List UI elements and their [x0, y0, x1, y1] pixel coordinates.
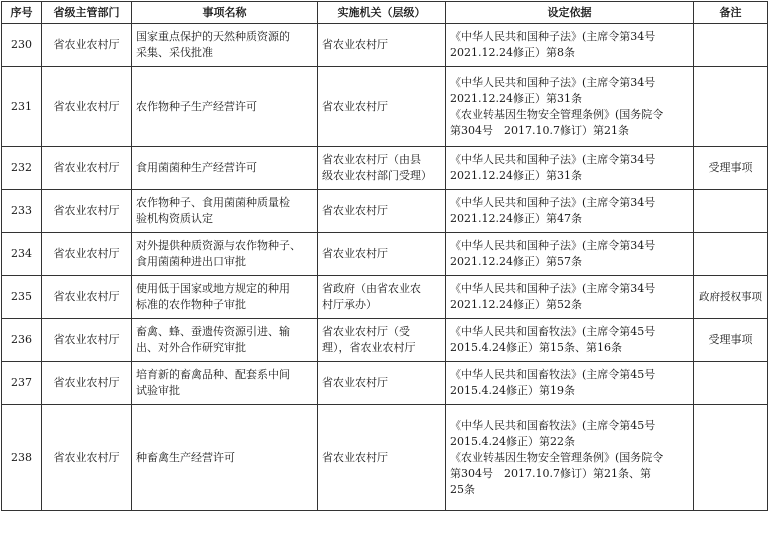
cell-no: 232 — [2, 147, 42, 190]
cell-no: 234 — [2, 233, 42, 276]
cell-note — [694, 233, 768, 276]
cell-agency: 省农业农村厅 — [318, 67, 446, 147]
table-row — [2, 233, 768, 276]
cell-note — [694, 362, 768, 405]
header-name: 事项名称 — [132, 2, 318, 24]
cell-agency: 省农业农村厅（受 理），省农业农村厅 — [318, 319, 446, 362]
cell-name: 食用菌菌种生产经营许可 — [132, 147, 318, 190]
cell-basis: 《中华人民共和国种子法》(主席令第34号 2021.12.24修正）第52条 — [446, 276, 694, 319]
cell-no: 235 — [2, 276, 42, 319]
header-basis: 设定依据 — [446, 2, 694, 24]
cell-dept: 省农业农村厅 — [42, 276, 132, 319]
cell-note — [694, 67, 768, 147]
cell-name: 农作物种子生产经营许可 — [132, 67, 318, 147]
table-row — [2, 190, 768, 233]
cell-dept: 省农业农村厅 — [42, 190, 132, 233]
cell-name: 培育新的畜禽品种、配套系中间 试验审批 — [132, 362, 318, 405]
table-row — [2, 405, 768, 511]
table-row — [2, 147, 768, 190]
header-dept: 省级主管部门 — [42, 2, 132, 24]
table-row — [2, 362, 768, 405]
cell-basis: 《中华人民共和国种子法》(主席令第34号 2021.12.24修正）第47条 — [446, 190, 694, 233]
cell-dept: 省农业农村厅 — [42, 362, 132, 405]
cell-agency: 省政府（由省农业农 村厅承办） — [318, 276, 446, 319]
cell-dept: 省农业农村厅 — [42, 147, 132, 190]
cell-basis: 《中华人民共和国畜牧法》(主席令第45号 2015.4.24修正）第22条 《农业转基因生物安全管理条例》(国务院令 第304号 2017.10.7修订）第21条、第 25条 — [446, 405, 694, 511]
cell-no: 233 — [2, 190, 42, 233]
cell-agency: 省农业农村厅 — [318, 24, 446, 67]
cell-basis: 《中华人民共和国种子法》(主席令第34号 2021.12.24修正）第31条 《农业转基因生物安全管理条例》(国务院令 第304号 2017.10.7修订）第21条 — [446, 67, 694, 147]
header-agency: 实施机关（层级） — [318, 2, 446, 24]
cell-dept: 省农业农村厅 — [42, 319, 132, 362]
cell-basis: 《中华人民共和国种子法》(主席令第34号 2021.12.24修正）第57条 — [446, 233, 694, 276]
cell-no: 231 — [2, 67, 42, 147]
cell-note — [694, 405, 768, 511]
cell-basis: 《中华人民共和国畜牧法》(主席令第45号 2015.4.24修正）第15条、第16条 — [446, 319, 694, 362]
cell-note: 受理事项 — [694, 319, 768, 362]
table-row — [2, 276, 768, 319]
cell-name: 对外提供种质资源与农作物种子、 食用菌菌种进出口审批 — [132, 233, 318, 276]
cell-name: 农作物种子、食用菌菌种质量检 验机构资质认定 — [132, 190, 318, 233]
cell-name: 国家重点保护的天然种质资源的 采集、采伐批准 — [132, 24, 318, 67]
cell-basis: 《中华人民共和国种子法》(主席令第34号 2021.12.24修正）第31条 — [446, 147, 694, 190]
cell-basis: 《中华人民共和国畜牧法》(主席令第45号 2015.4.24修正）第19条 — [446, 362, 694, 405]
header-row — [2, 2, 768, 24]
cell-no: 236 — [2, 319, 42, 362]
header-note: 备注 — [694, 2, 768, 24]
permit-table — [1, 1, 768, 511]
cell-name: 畜禽、蜂、蚕遗传资源引进、输 出、对外合作研究审批 — [132, 319, 318, 362]
cell-name: 使用低于国家或地方规定的种用 标准的农作物种子审批 — [132, 276, 318, 319]
cell-basis: 《中华人民共和国种子法》(主席令第34号 2021.12.24修正）第8条 — [446, 24, 694, 67]
cell-dept: 省农业农村厅 — [42, 24, 132, 67]
cell-note: 受理事项 — [694, 147, 768, 190]
table-row — [2, 67, 768, 147]
cell-agency: 省农业农村厅 — [318, 405, 446, 511]
cell-dept: 省农业农村厅 — [42, 233, 132, 276]
table-row — [2, 24, 768, 67]
cell-no: 238 — [2, 405, 42, 511]
cell-agency: 省农业农村厅 — [318, 362, 446, 405]
cell-dept: 省农业农村厅 — [42, 405, 132, 511]
table-row — [2, 319, 768, 362]
cell-agency: 省农业农村厅 — [318, 233, 446, 276]
header-no: 序号 — [2, 2, 42, 24]
cell-note: 政府授权事项 — [694, 276, 768, 319]
cell-note — [694, 190, 768, 233]
cell-agency: 省农业农村厅（由县 级农业农村部门受理） — [318, 147, 446, 190]
cell-dept: 省农业农村厅 — [42, 67, 132, 147]
cell-no: 230 — [2, 24, 42, 67]
cell-agency: 省农业农村厅 — [318, 190, 446, 233]
cell-no: 237 — [2, 362, 42, 405]
cell-note — [694, 24, 768, 67]
cell-name: 种畜禽生产经营许可 — [132, 405, 318, 511]
